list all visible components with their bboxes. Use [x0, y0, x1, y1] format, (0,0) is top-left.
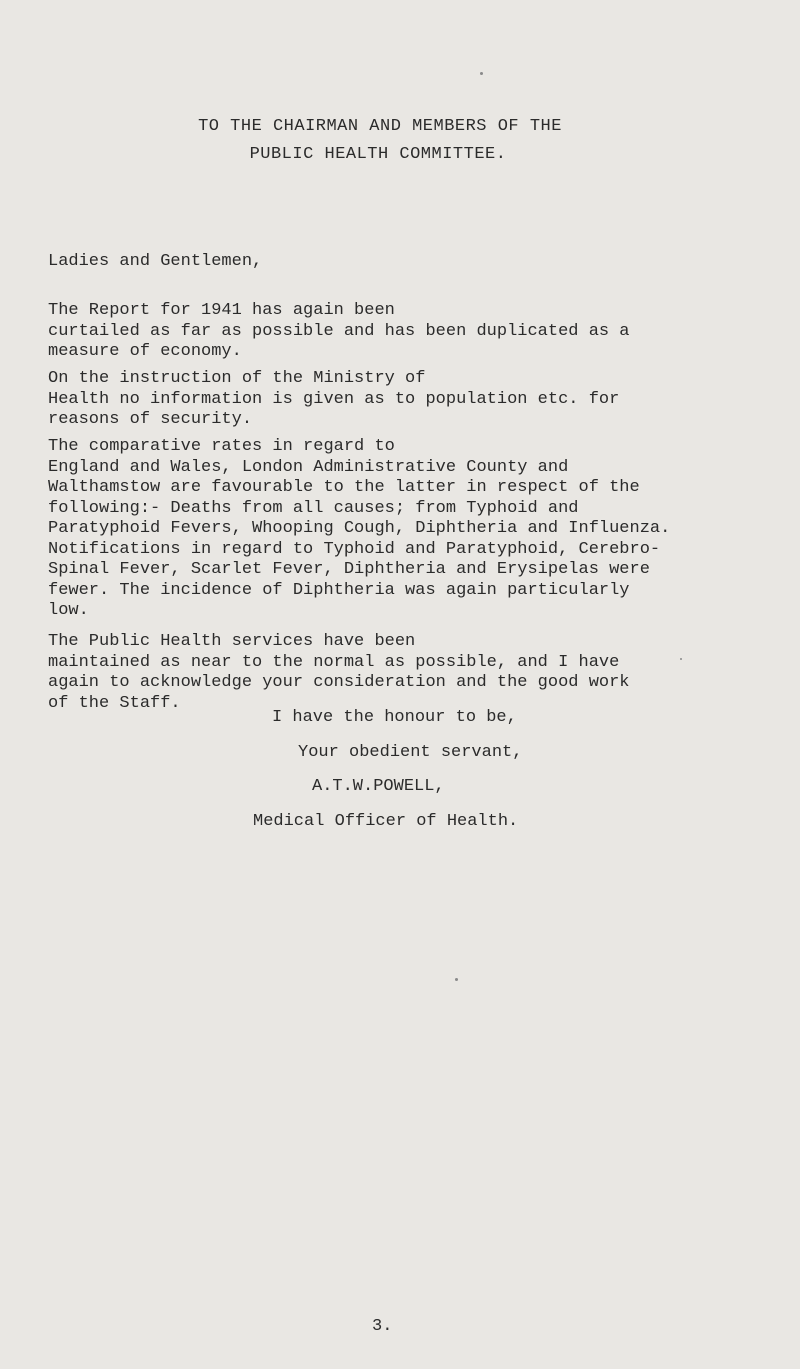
closing-servant: Your obedient servant, [298, 743, 523, 762]
page-number: 3. [372, 1317, 393, 1336]
paper-speck [680, 658, 682, 660]
signature-name: A.T.W.POWELL, [312, 777, 445, 796]
closing-honour: I have the honour to be, [272, 708, 517, 727]
heading-line-1: TO THE CHAIRMAN AND MEMBERS OF THE [198, 117, 562, 136]
heading-line-2: PUBLIC HEALTH COMMITTEE. [249, 145, 507, 164]
signature-title: Medical Officer of Health. [253, 812, 519, 831]
paragraph-comparative-rates: The comparative rates in regard to England and Wales, London Administrative County and Walthamstow are favourable to the latter in respect of the following:- Deaths from all causes; from Typhoid and Paratyphoid Fevers, Whooping Cough, Diphtheria and Influenza. Notifications in regard to Typhoid and Paratyphoid, Cerebro- Spinal Fever, Scarlet Fever, Diphtheria and Erysipelas were fewer. The incidence of Diphtheria was again particularly low. [48, 437, 671, 620]
salutation: Ladies and Gentlemen, [48, 252, 263, 271]
paper-speck [455, 978, 458, 981]
paragraph-services-maintained: The Public Health services have been maintained as near to the normal as possible, and I have again to acknowledge your consideration and the good work of the Staff. [48, 632, 630, 713]
paper-speck [480, 72, 483, 75]
paragraph-report-curtailed: The Report for 1941 has again been curtailed as far as possible and has been duplicated as a measure of economy. [48, 301, 630, 361]
paragraph-security: On the instruction of the Ministry of Health no information is given as to population etc. for reasons of security. [48, 369, 620, 429]
